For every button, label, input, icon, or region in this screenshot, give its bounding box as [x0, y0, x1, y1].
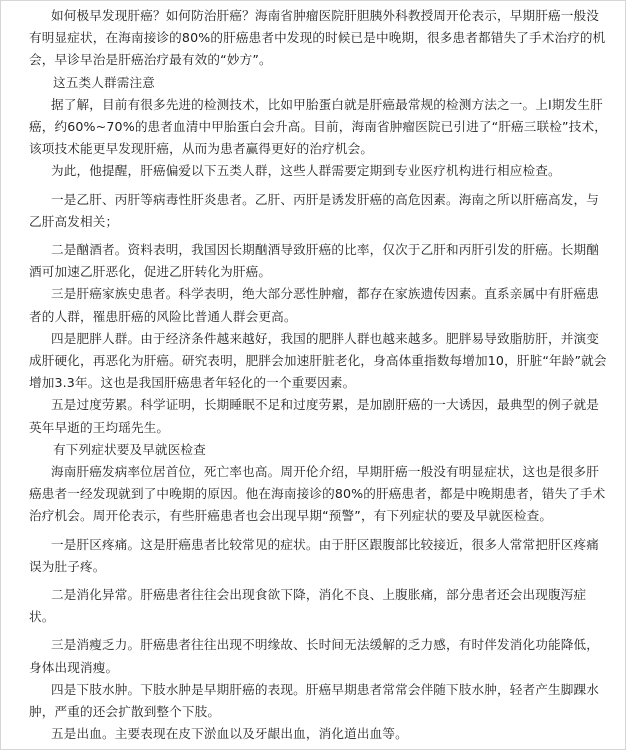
risk-group-family-history: 三是肝癌家族史患者。科学表明，绝大部分恶性肿瘤，都存在家族遗传因素。直系亲属中有肝癌患者的人群，罹患肝癌的风险比普通人群会更高。 — [29, 286, 599, 324]
risk-group-alcohol: 二是酗酒者。资料表明，我国因长期酗酒导致肝癌的比率，仅次于乙肝和丙肝引发的肝癌。长期酗酒可加速乙肝恶化，促进乙肝转化为肝癌。 — [29, 242, 599, 280]
intro-paragraph: 如何极早发现肝癌？如何防治肝癌？海南省肿瘤医院肝胆胰外科教授周开伦表示，早期肝癌一般没有明显症状，在海南接诊的80%的肝癌患者中发现的时候已是中晚期，很多患者都错失了手术治疗的机会，早诊早治是肝癌治疗最有效的“妙方”。 — [29, 8, 606, 68]
section-heading-risk-groups: 这五类人群需注意 — [53, 74, 155, 90]
detection-paragraph: 据了解，目前有很多先进的检测技术，比如甲胎蛋白就是肝癌最常规的检测方法之一。上Ⅰ期发生肝癌，约60%~70%的患者血清中甲胎蛋白会升高。目前，海南省肿瘤医院已引进了“肝癌三联检”技术，该项技术能更早发现肝癌，从而为患者赢得更好的治疗机会。 — [29, 96, 607, 157]
section-heading-symptoms: 有下列症状要及早就医检查 — [53, 441, 206, 457]
symptom-bleeding: 五是出血。主要表现在皮下淤血以及牙龈出血，消化道出血等。 — [51, 726, 408, 742]
symptom-weight-loss: 三是消瘦乏力。肝癌患者往往出现不明缘故、长时间无法缓解的乏力感，有时伴发消化功能降低，身体出现消瘦。 — [29, 637, 599, 675]
symptoms-intro-paragraph: 海南肝癌发病率位居首位，死亡率也高。周开伦介绍，早期肝癌一般没有明显症状，这也是很多肝癌患者一经发现就到了中晚期的原因。他在海南接诊的80%的肝癌患者，都是中晚期患者，错失了手术治疗机会。周开伦表示，有些肝癌患者也会出现早期“预警”，有下列症状的要及早就医检查。 — [29, 464, 606, 524]
risk-group-obesity: 四是肥胖人群。由于经济条件越来越好，我国的肥胖人群也越来越多。肥胖易导致脂肪肝，并演变成肝硬化，再恶化为肝癌。研究表明，肥胖会加速肝脏老化，身高体重指数每增加10，肝脏“年龄”就会增加3.3年。这也是我国肝癌患者年轻化的一个重要因素。 — [29, 330, 607, 391]
symptom-digestion: 二是消化异常。肝癌患者往往会出现食欲下降，消化不良、上腹胀痛，部分患者还会出现腹泻症状。 — [29, 587, 587, 625]
symptom-liver-pain: 一是肝区疼痛。这是肝癌患者比较常见的症状。由于肝区跟腹部比较接近，很多人常常把肝区疼痛误为肚子疼。 — [29, 536, 599, 574]
risk-group-overwork: 五是过度劳累。科学证明，长期睡眠不足和过度劳累，是加剧肝癌的一大诱因，最典型的例子就是英年早逝的王均瑶先生。 — [29, 397, 599, 435]
risk-groups-intro-paragraph: 为此，他提醒，肝癌偏爱以下五类人群，这些人群需要定期到专业医疗机构进行相应检查。 — [51, 163, 561, 179]
article-body — [29, 5, 607, 746]
risk-group-hepatitis: 一是乙肝、丙肝等病毒性肝炎患者。乙肝、丙肝是诱发肝癌的高危因素。海南之所以肝癌高发，与乙肝高发相关； — [29, 191, 599, 229]
symptom-edema: 四是下肢水肿。下肢水肿是早期肝癌的表现。肝癌早期患者常常会伴随下肢水肿，轻者产生脚踝水肿，严重的还会扩散到整个下肢。 — [29, 681, 599, 720]
